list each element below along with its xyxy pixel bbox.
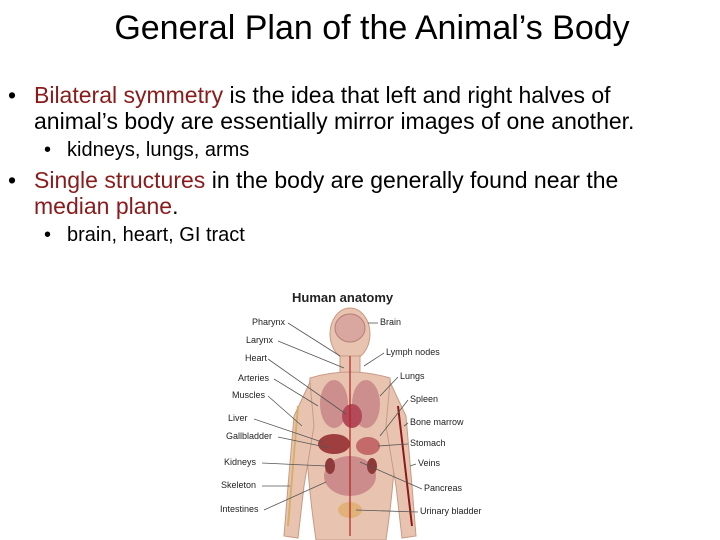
bullet-text: is the idea that left and right halves of — [223, 82, 611, 108]
bullet-text: in the body are generally found near the — [205, 167, 619, 193]
label-larynx: Larynx — [246, 335, 274, 345]
bullet-dot: • — [8, 82, 17, 108]
anatomy-figure — [218, 286, 490, 540]
label-bone-marrow: Bone marrow — [410, 417, 464, 427]
label-brain: Brain — [380, 317, 402, 327]
label-lymph-nodes: Lymph nodes — [386, 347, 440, 357]
label-skeleton: Skeleton — [221, 480, 257, 490]
figure-title: Human anatomy — [292, 290, 394, 305]
label-arteries: Arteries — [238, 373, 270, 383]
bullet-dot: • — [44, 139, 52, 161]
bullet-dot: • — [8, 167, 17, 193]
label-spleen: Spleen — [410, 394, 439, 404]
slide-title: General Plan of the Animal’s Body — [114, 9, 630, 47]
bullet-highlight: Single structures — [34, 167, 206, 193]
bullet-highlight: median plane — [34, 193, 173, 219]
bullet-text: animal’s body are essentially mirror images of one another. — [34, 108, 635, 134]
sub-bullet-text: brain, heart, GI tract — [67, 224, 245, 246]
label-gallbladder: Gallbladder — [226, 431, 273, 441]
bullet-dot: • — [44, 224, 52, 246]
label-lungs: Lungs — [400, 371, 425, 381]
sub-bullet-text: kidneys, lungs, arms — [67, 139, 250, 161]
label-urinary-bladder: Urinary bladder — [420, 506, 482, 516]
label-veins: Veins — [418, 458, 441, 468]
label-muscles: Muscles — [232, 390, 266, 400]
label-pancreas: Pancreas — [424, 483, 463, 493]
label-liver: Liver — [228, 413, 248, 423]
label-intestines: Intestines — [220, 504, 259, 514]
label-pharynx: Pharynx — [252, 317, 286, 327]
label-kidneys: Kidneys — [224, 457, 257, 467]
bullet-highlight: Bilateral symmetry — [34, 82, 224, 108]
bullet-text: . — [172, 193, 179, 219]
label-stomach: Stomach — [410, 438, 446, 448]
label-heart: Heart — [245, 353, 268, 363]
